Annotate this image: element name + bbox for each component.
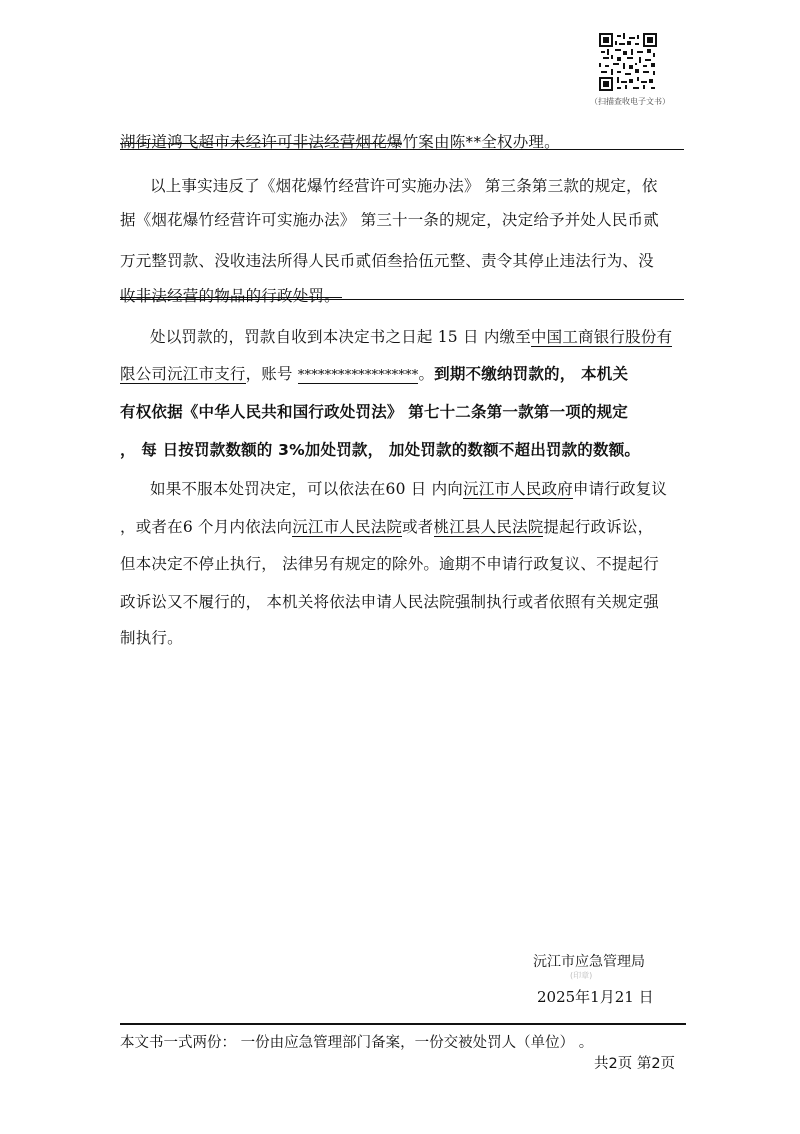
qr-code[interactable] [599,33,657,91]
bank-name-part-1: 中国工商银行股份有 [530,328,673,346]
appeal-line-2: ，或者在6 个月内依法向沅江市人民法院或者桃江县人民法院提起行政诉讼， [120,518,654,536]
government-name: 沅江市人民政府 [463,480,573,498]
account-number: ****************** [297,368,419,383]
strikethrough-line [120,143,402,144]
issue-date: 2025年1月21 日 [537,988,654,1006]
violation-line-4: 收非法经营的物品的行政处罚。 [120,287,340,305]
court-name-2: 桃江县人民法院 [433,518,544,536]
qr-caption: （扫描查收电子文书） [590,97,670,106]
payment-line-3: 有权依据《中华人民共和国行政处罚法》 第七十二条第一款第一项的规定 [120,403,628,421]
payment-line-4: ， 每 日按罚款数额的 3%加处罚款， 加处罚款的数额不超出罚款的数额。 [120,441,641,459]
payment-line-1: 处以罚款的，罚款自收到本决定书之日起 15 日 内缴至中国工商银行股份有 [150,328,673,346]
appeal-line-4: 政诉讼又不履行的， 本机关将依法申请人民法院强制执行或者依照有关规定强 [120,593,659,611]
court-name-1: 沅江市人民法院 [292,518,403,536]
section-rule [120,149,684,150]
facts-line-1: 湖街道鸿飞超市未经许可非法经营烟花爆竹案由陈**全权办理。 [120,133,560,151]
appeal-line-5: 制执行。 [120,629,183,647]
issuing-authority: 沅江市应急管理局 [533,954,645,970]
violation-line-3: 万元整罚款、没收违法所得人民币贰佰叁拾伍元整、责令其停止违法行为、没 [120,252,654,270]
page-number: 共2页 第2页 [594,1056,676,1072]
footer-note: 本文书一式两份： 一份由应急管理部门备案，一份交被处罚人（单位） 。 [120,1035,594,1051]
section-rule [120,299,684,300]
strikethrough-line [120,297,342,298]
appeal-line-1: 如果不服本处罚决定，可以依法在60 日 内向沅江市人民政府申请行政复议 [150,480,668,498]
violation-line-1: 以上事实违反了《烟花爆竹经营许可实施办法》 第三条第三款的规定，依 [150,177,658,195]
footer-rule [120,1023,686,1025]
violation-line-2: 据《烟花爆竹经营许可实施办法》 第三十一条的规定，决定给予并处人民币贰 [120,211,659,229]
appeal-line-3: 但本决定不停止执行， 法律另有规定的除外。逾期不申请行政复议、不提起行 [120,555,659,573]
payment-line-2: 限公司沅江市支行，账号 ******************。到期不缴纳罚款的， 本机关 [120,365,629,383]
seal-placeholder: (印章) [570,971,593,980]
bank-name-part-2: 限公司沅江市支行 [120,365,246,383]
